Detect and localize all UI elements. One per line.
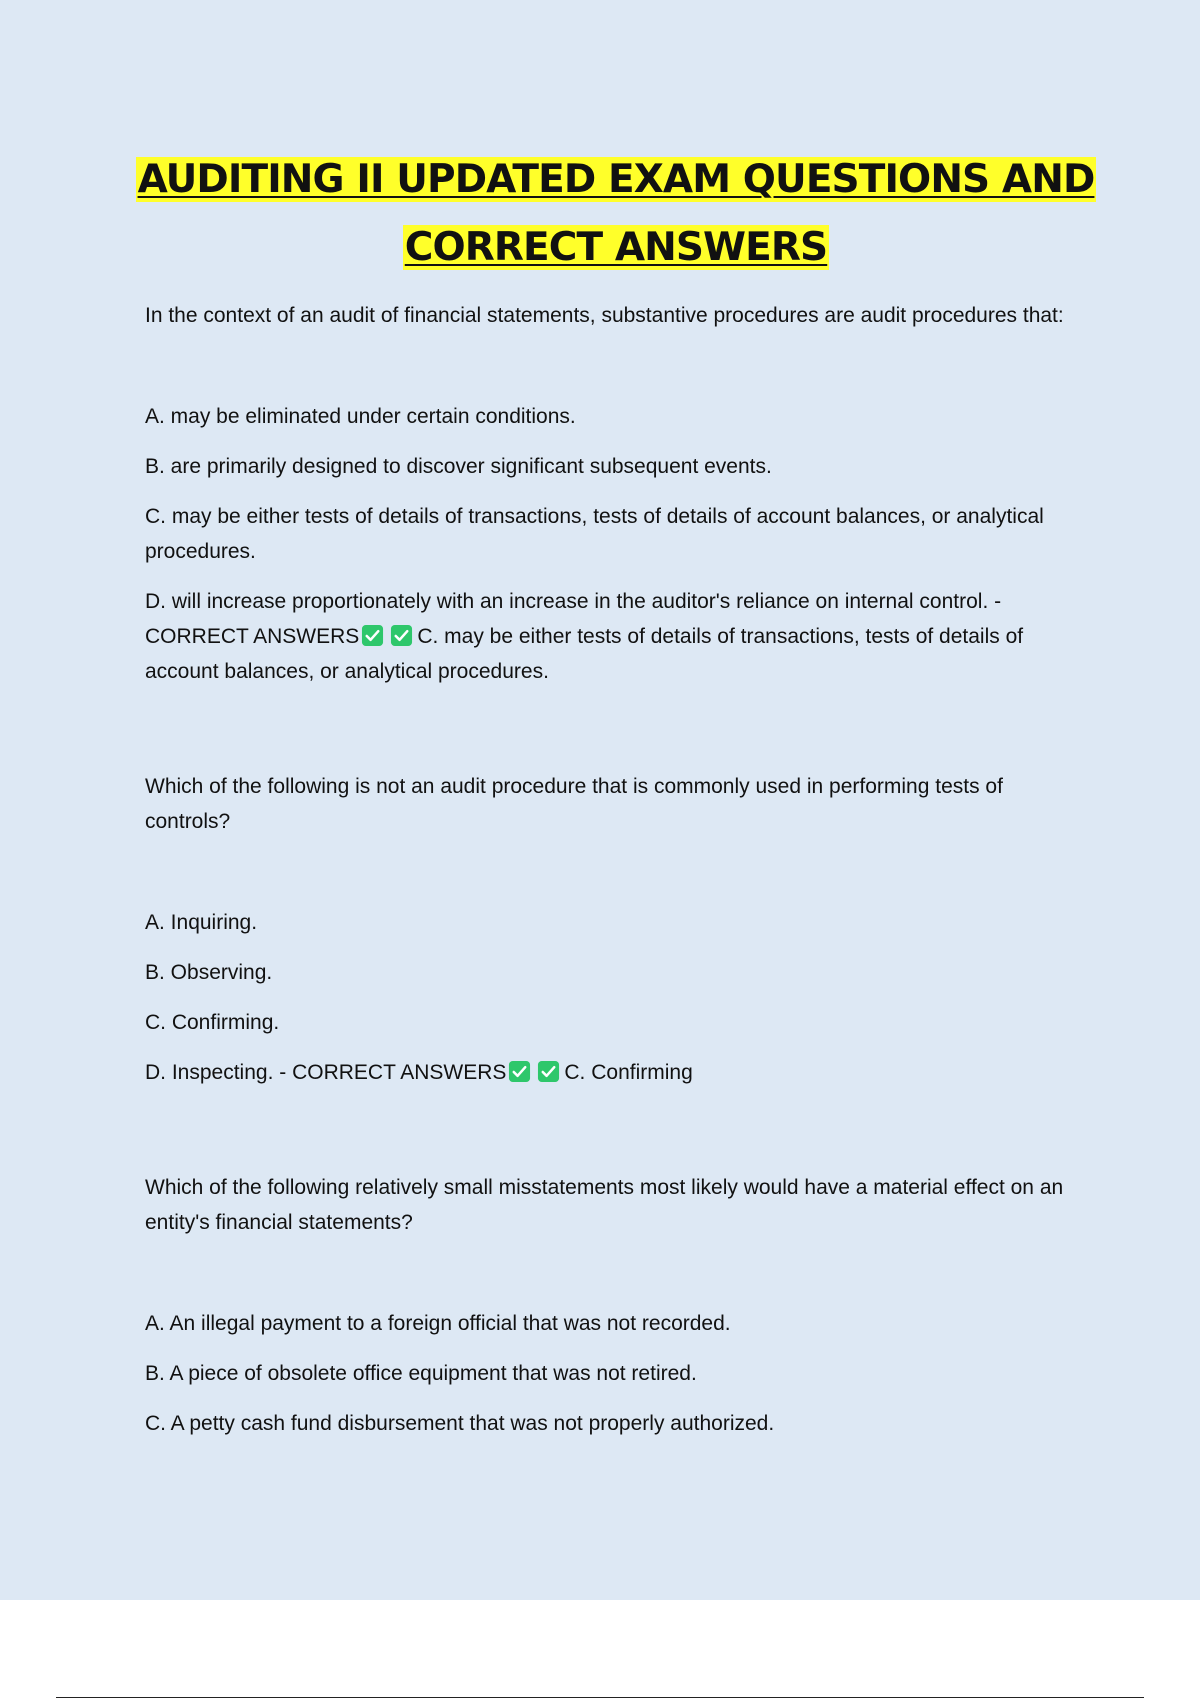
question-block bbox=[145, 769, 1080, 1090]
question-prompt: Which of the following relatively small misstatements most likely would have a material effect on an entity's financial statements? bbox=[145, 1176, 1064, 1234]
check-mark-icon bbox=[508, 1060, 531, 1083]
question-prompt: Which of the following is not an audit procedure that is commonly used in performing tests of controls? bbox=[145, 775, 1003, 833]
question-list bbox=[145, 298, 1080, 1456]
answer-option-with-correct-answer bbox=[145, 584, 1080, 689]
check-mark-icon bbox=[537, 1060, 560, 1083]
answer-option: D. will increase proportionately with an increase in the auditor's reliance on internal control. - bbox=[145, 590, 1002, 613]
check-mark-icon bbox=[390, 624, 413, 647]
footer-divider bbox=[56, 1697, 1144, 1698]
answer-option: C. may be either tests of details of transactions, tests of details of account balances, or analytical procedures. bbox=[145, 505, 1044, 563]
question-block bbox=[145, 298, 1080, 689]
correct-answers-label: CORRECT ANSWERS bbox=[145, 625, 360, 648]
answer-option: B. A piece of obsolete office equipment that was not retired. bbox=[145, 1362, 697, 1385]
question-prompt: In the context of an audit of financial statements, substantive procedures are audit procedures that: bbox=[145, 304, 1064, 327]
answer-option: C. A petty cash fund disbursement that was not properly authorized. bbox=[145, 1412, 775, 1435]
answer-option: D. Inspecting. - bbox=[145, 1061, 287, 1084]
spacer bbox=[145, 704, 1080, 769]
answer-option: A. Inquiring. bbox=[145, 911, 258, 934]
correct-answer-text: C. Confirming bbox=[564, 1061, 693, 1084]
answer-option-with-correct-answer bbox=[145, 1055, 1080, 1090]
correct-answer-text: C. may be either tests of details of transactions, tests of details of account balances, or analytical procedures. bbox=[145, 625, 1024, 683]
answer-option: A. may be eliminated under certain conditions. bbox=[145, 405, 576, 428]
document-title: AUDITING II UPDATED EXAM QUESTIONS AND CORRECT ANSWERS bbox=[137, 157, 1095, 270]
answer-option: C. Confirming. bbox=[145, 1011, 280, 1034]
correct-answers-label: CORRECT ANSWERS bbox=[292, 1061, 507, 1084]
answer-option: B. Observing. bbox=[145, 961, 273, 984]
spacer bbox=[145, 1105, 1080, 1170]
check-mark-icon bbox=[361, 624, 384, 647]
answer-option: A. An illegal payment to a foreign official that was not recorded. bbox=[145, 1312, 731, 1335]
answer-option: B. are primarily designed to discover significant subsequent events. bbox=[145, 455, 772, 478]
question-block bbox=[145, 1170, 1080, 1441]
